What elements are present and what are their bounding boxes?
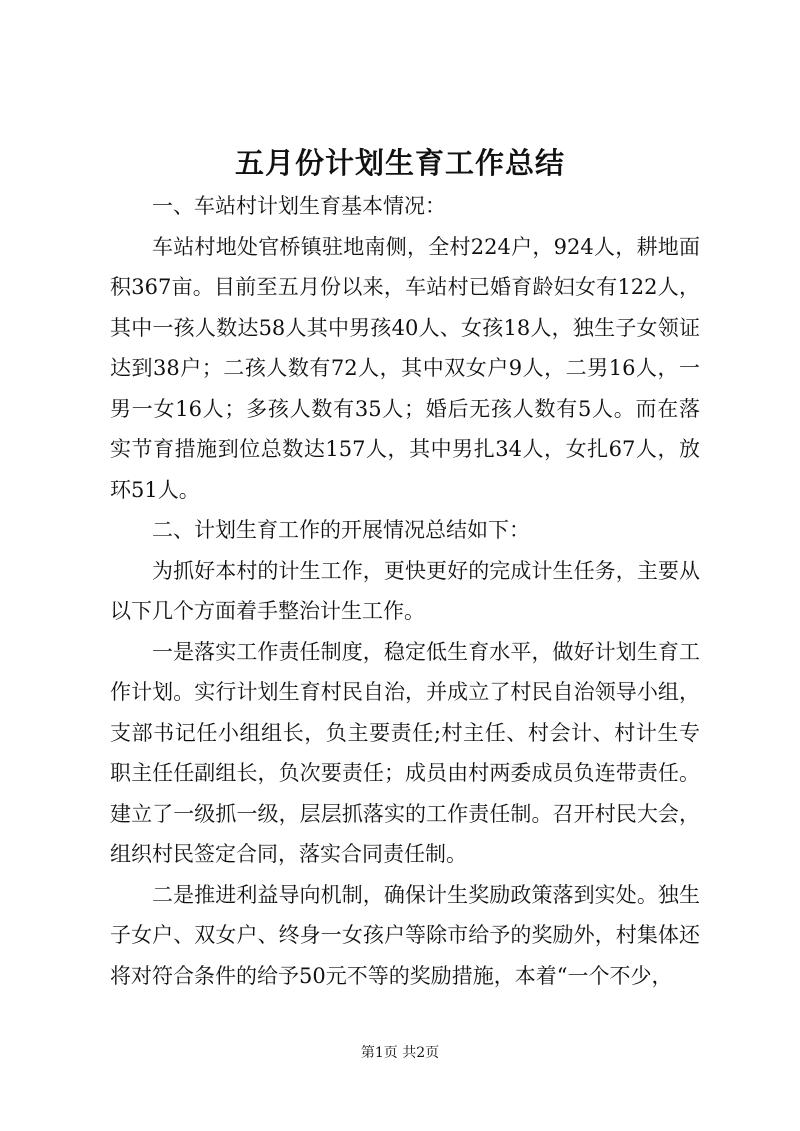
document-body	[110, 186, 700, 996]
document-title: 五月份计划生育工作总结	[234, 146, 565, 180]
section-heading-basic-situation: 一、车站村计划生育基本情况：	[152, 194, 446, 218]
paragraph-village-statistics: 车站村地处官桥镇驻地南侧，全村224户，924人，耕地面积367亩。目前至五月份以来，车站村已婚育龄妇女有122人，其中一孩人数达58人其中男孩40人、女孩18人，独生子女领证达到38户；二孩人数有72人，其中双女户9人，二男16人，一男一女16人；多孩人数有35人；婚后无孩人数有5人。而在落实节育措施到位总数达157人，其中男扎34人，女扎67人，放环51人。	[110, 234, 700, 502]
paragraph-responsibility-system: 一是落实工作责任制度，稳定低生育水平，做好计划生育工作计划。实行计划生育村民自治，并成立了村民自治领导小组，支部书记任小组组长，负主要责任;村主任、村会计、村计生专职主任任副组长，负次要责任；成员由村两委成员负连带责任。建立了一级抓一级，层层抓落实的工作责任制。召开村民大会，组织村民签定合同，落实合同责任制。	[110, 639, 700, 866]
section-heading-work-summary: 二、计划生育工作的开展情况总结如下：	[152, 518, 530, 542]
paragraph-incentive-mechanism: 二是推进利益导向机制，确保计生奖励政策落到实处。独生子女户、双女户、终身一女孩户等除市给予的奖励外，村集体还将对符合条件的给予50元不等的奖励措施，本着“一个不少，	[110, 882, 700, 988]
page-number-footer: 第1页 共2页	[360, 1045, 440, 1061]
paragraph-intro: 为抓好本村的计生工作，更快更好的完成计生任务，主要从以下几个方面着手整治计生工作。	[110, 558, 700, 623]
